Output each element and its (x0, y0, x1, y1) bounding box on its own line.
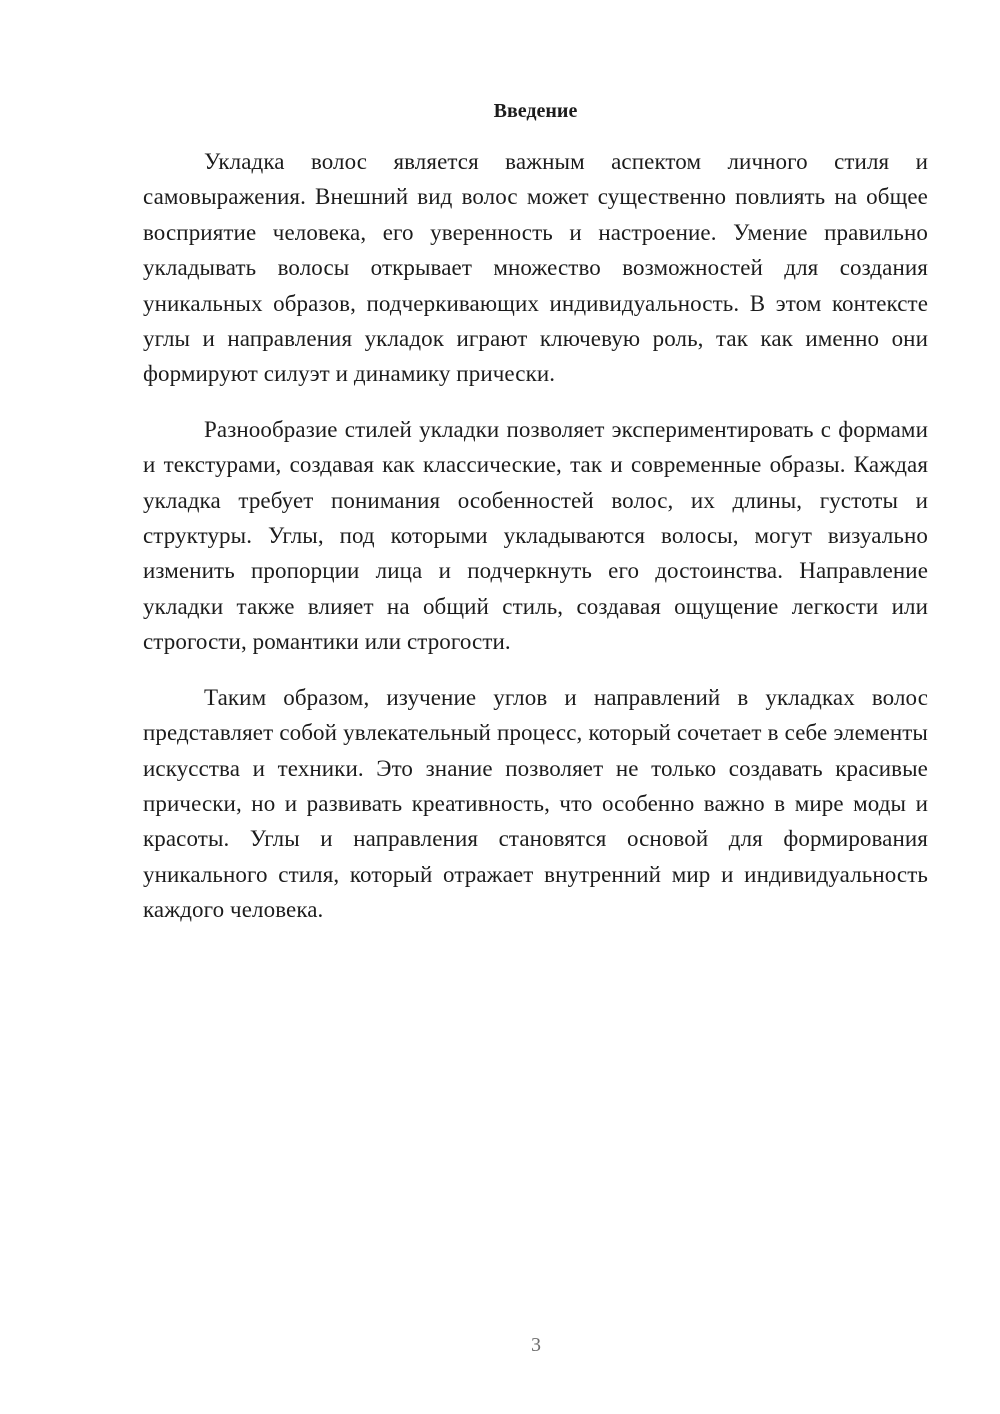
page-content (143, 98, 928, 948)
page-number: 3 (531, 1334, 541, 1356)
paragraph-3: Таким образом, изучение углов и направлений в укладках волос представляет собой увлекательный процесс, который сочетает в себе элементы искусства и техники. Это знание позволяет не только создавать красивые прически, но и развивать креативность, что особенно важно в мире моды и красоты. Углы и направления становятся основой для формирования уникального стиля, который отражает внутренний мир и индивидуальность каждого человека. (143, 684, 928, 923)
section-title: Введение (493, 100, 578, 122)
paragraph-2: Разнообразие стилей укладки позволяет экспериментировать с формами и текстурами, создавая как классические, так и современные образы. Каждая укладка требует понимания особенностей волос, их длины, густоты и структуры. Углы, под которыми укладываются волосы, могут визуально изменить пропорции лица и подчеркнуть его достоинства. Направление укладки также влияет на общий стиль, создавая ощущение легкости или строгости, романтики или строгости. (143, 416, 928, 655)
paragraph-1: Укладка волос является важным аспектом личного стиля и самовыражения. Внешний вид волос может существенно повлиять на общее восприятие человека, его уверенность и настроение. Умение правильно укладывать волосы открывает множество возможностей для создания уникальных образов, подчеркивающих индивидуальность. В этом контексте углы и направления укладок играют ключевую роль, так как именно они формируют силуэт и динамику прически. (143, 149, 928, 387)
